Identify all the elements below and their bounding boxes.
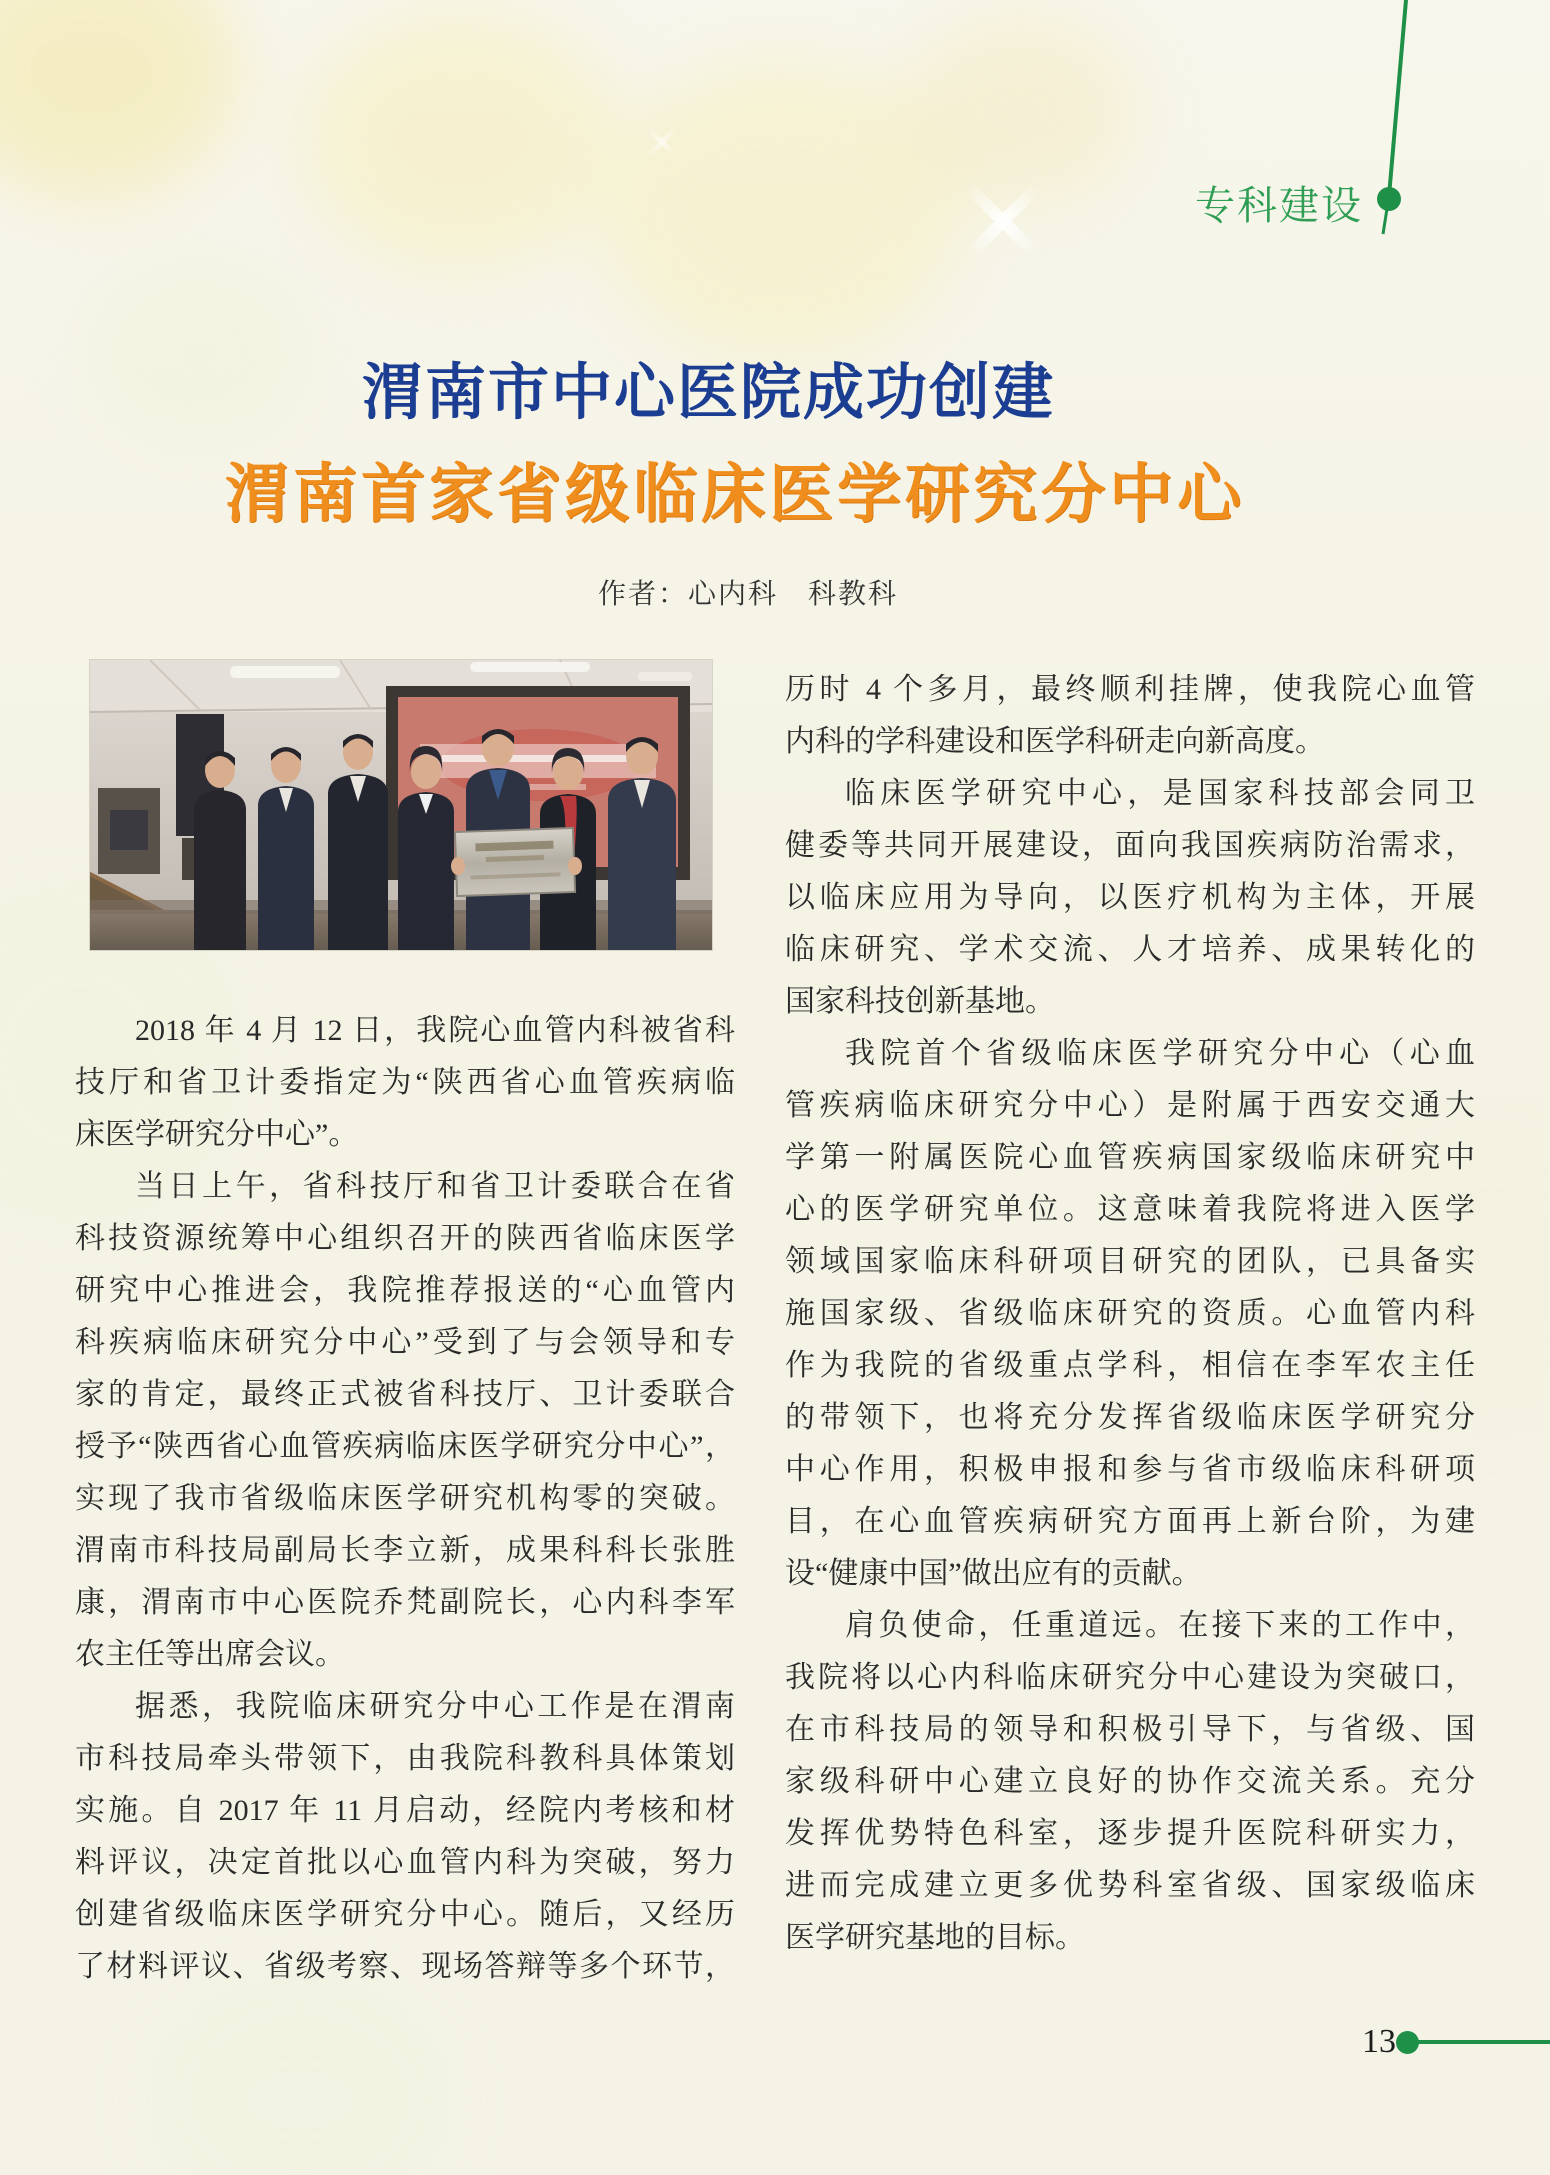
text-line: 实施。自 2017 年 11 月启动，经院内考核和材 bbox=[75, 1794, 735, 1827]
plaque bbox=[455, 828, 575, 896]
text-line: 研究中心推进会，我院推荐报送的“心血管内 bbox=[75, 1274, 735, 1307]
text-line: 临床研究、学术交流、人才培养、成果转化的 bbox=[785, 933, 1475, 966]
text-line: 内科的学科建设和医学科研走向新高度。 bbox=[785, 725, 1325, 758]
text-line: 据悉，我院临床研究分中心工作是在渭南 bbox=[135, 1690, 735, 1723]
text-line: 医学研究基地的目标。 bbox=[785, 1921, 1085, 1954]
text-line: 床医学研究分中心”。 bbox=[75, 1118, 359, 1151]
bokeh-blob bbox=[300, 10, 620, 270]
page-number: 13 bbox=[1362, 2023, 1396, 2060]
bokeh-blob bbox=[600, 60, 960, 360]
text-line: 肩负使命，任重道远。在接下来的工作中， bbox=[845, 1609, 1475, 1642]
text-line: 料评议，决定首批以心血管内科为突破，努力 bbox=[75, 1846, 735, 1879]
text-line: 管疾病临床研究分中心）是附属于西安交通大 bbox=[785, 1089, 1475, 1122]
text-line: 我院将以心内科临床研究分中心建设为突破口， bbox=[785, 1661, 1475, 1694]
article-title: 渭南市中心医院成功创建 bbox=[362, 358, 1056, 426]
bokeh-blob bbox=[900, 10, 1140, 210]
text-line: 心的医学研究单位。这意味着我院将进入医学 bbox=[785, 1193, 1475, 1226]
group-photo bbox=[90, 660, 712, 950]
text-line: 科技资源统筹中心组织召开的陕西省临床医学 bbox=[75, 1222, 735, 1255]
group-photo-scene bbox=[90, 660, 712, 950]
sparkle-icon bbox=[955, 173, 1051, 269]
text-line: 实现了我市省级临床医学研究机构零的突破。 bbox=[75, 1482, 735, 1515]
text-line: 在市科技局的领导和积极引导下，与省级、国 bbox=[785, 1713, 1475, 1746]
text-line: 目，在心血管疾病研究方面再上新台阶，为建 bbox=[785, 1505, 1475, 1538]
sparkle-icon bbox=[642, 122, 682, 162]
text-line: 2018 年 4 月 12 日，我院心血管内科被省科 bbox=[135, 1014, 735, 1047]
footer-line bbox=[1414, 2040, 1550, 2044]
text-line: 设“健康中国”做出应有的贡献。 bbox=[785, 1557, 1202, 1590]
text-line: 创建省级临床医学研究分中心。随后，又经历 bbox=[75, 1898, 735, 1931]
section-tag-line bbox=[1370, 0, 1550, 250]
text-line: 发挥优势特色科室，逐步提升医院科研实力， bbox=[785, 1817, 1475, 1850]
bokeh-blob bbox=[90, 260, 310, 440]
text-line: 农主任等出席会议。 bbox=[75, 1638, 345, 1671]
text-line: 国家科技创新基地。 bbox=[785, 985, 1055, 1018]
text-line: 的带领下，也将充分发挥省级临床医学研究分 bbox=[785, 1401, 1475, 1434]
text-line: 领域国家临床科研项目研究的团队，已具备实 bbox=[785, 1245, 1475, 1278]
text-line: 健委等共同开展建设，面向我国疾病防治需求， bbox=[785, 829, 1475, 862]
bokeh-blob bbox=[0, 0, 240, 200]
article-subtitle: 渭南首家省级临床医学研究分中心 bbox=[225, 459, 1245, 530]
text-line: 渭南市科技局副局长李立新，成果科科长张胜 bbox=[75, 1534, 735, 1567]
section-tag: 专科建设 bbox=[1195, 184, 1363, 228]
text-line: 历时 4 个多月，最终顺利挂牌，使我院心血管 bbox=[785, 673, 1475, 706]
text-line: 以临床应用为导向，以医疗机构为主体，开展 bbox=[785, 881, 1475, 914]
text-line: 学第一附属医院心血管疾病国家级临床研究中 bbox=[785, 1141, 1475, 1174]
article-column-right bbox=[785, 664, 1475, 1964]
text-line: 了材料评议、省级考察、现场答辩等多个环节， bbox=[75, 1950, 735, 1983]
text-line: 技厅和省卫计委指定为“陕西省心血管疾病临 bbox=[75, 1066, 735, 1099]
byline: 作者：心内科 科教科 bbox=[598, 579, 899, 610]
text-line: 康，渭南市中心医院乔梵副院长，心内科李军 bbox=[75, 1586, 735, 1619]
article-column-left bbox=[75, 1005, 735, 1993]
text-line: 我院首个省级临床医学研究分中心（心血 bbox=[845, 1037, 1475, 1070]
text-line: 家级科研中心建立良好的协作交流关系。充分 bbox=[785, 1765, 1475, 1798]
text-line: 科疾病临床研究分中心”受到了与会领导和专 bbox=[75, 1326, 735, 1359]
text-line: 当日上午，省科技厅和省卫计委联合在省 bbox=[135, 1170, 735, 1203]
text-line: 家的肯定，最终正式被省科技厅、卫计委联合 bbox=[75, 1378, 735, 1411]
bokeh-blob bbox=[150, 1980, 450, 2175]
text-line: 市科技局牵头带领下，由我院科教科具体策划 bbox=[75, 1742, 735, 1775]
text-line: 进而完成建立更多优势科室省级、国家级临床 bbox=[785, 1869, 1475, 1902]
text-line: 施国家级、省级临床研究的资质。心血管内科 bbox=[785, 1297, 1475, 1330]
text-line: 临床医学研究中心，是国家科技部会同卫 bbox=[845, 777, 1475, 810]
text-line: 授予“陕西省心血管疾病临床医学研究分中心”， bbox=[75, 1430, 735, 1463]
text-line: 作为我院的省级重点学科，相信在李军农主任 bbox=[785, 1349, 1475, 1382]
text-line: 中心作用，积极申报和参与省市级临床科研项 bbox=[785, 1453, 1475, 1486]
